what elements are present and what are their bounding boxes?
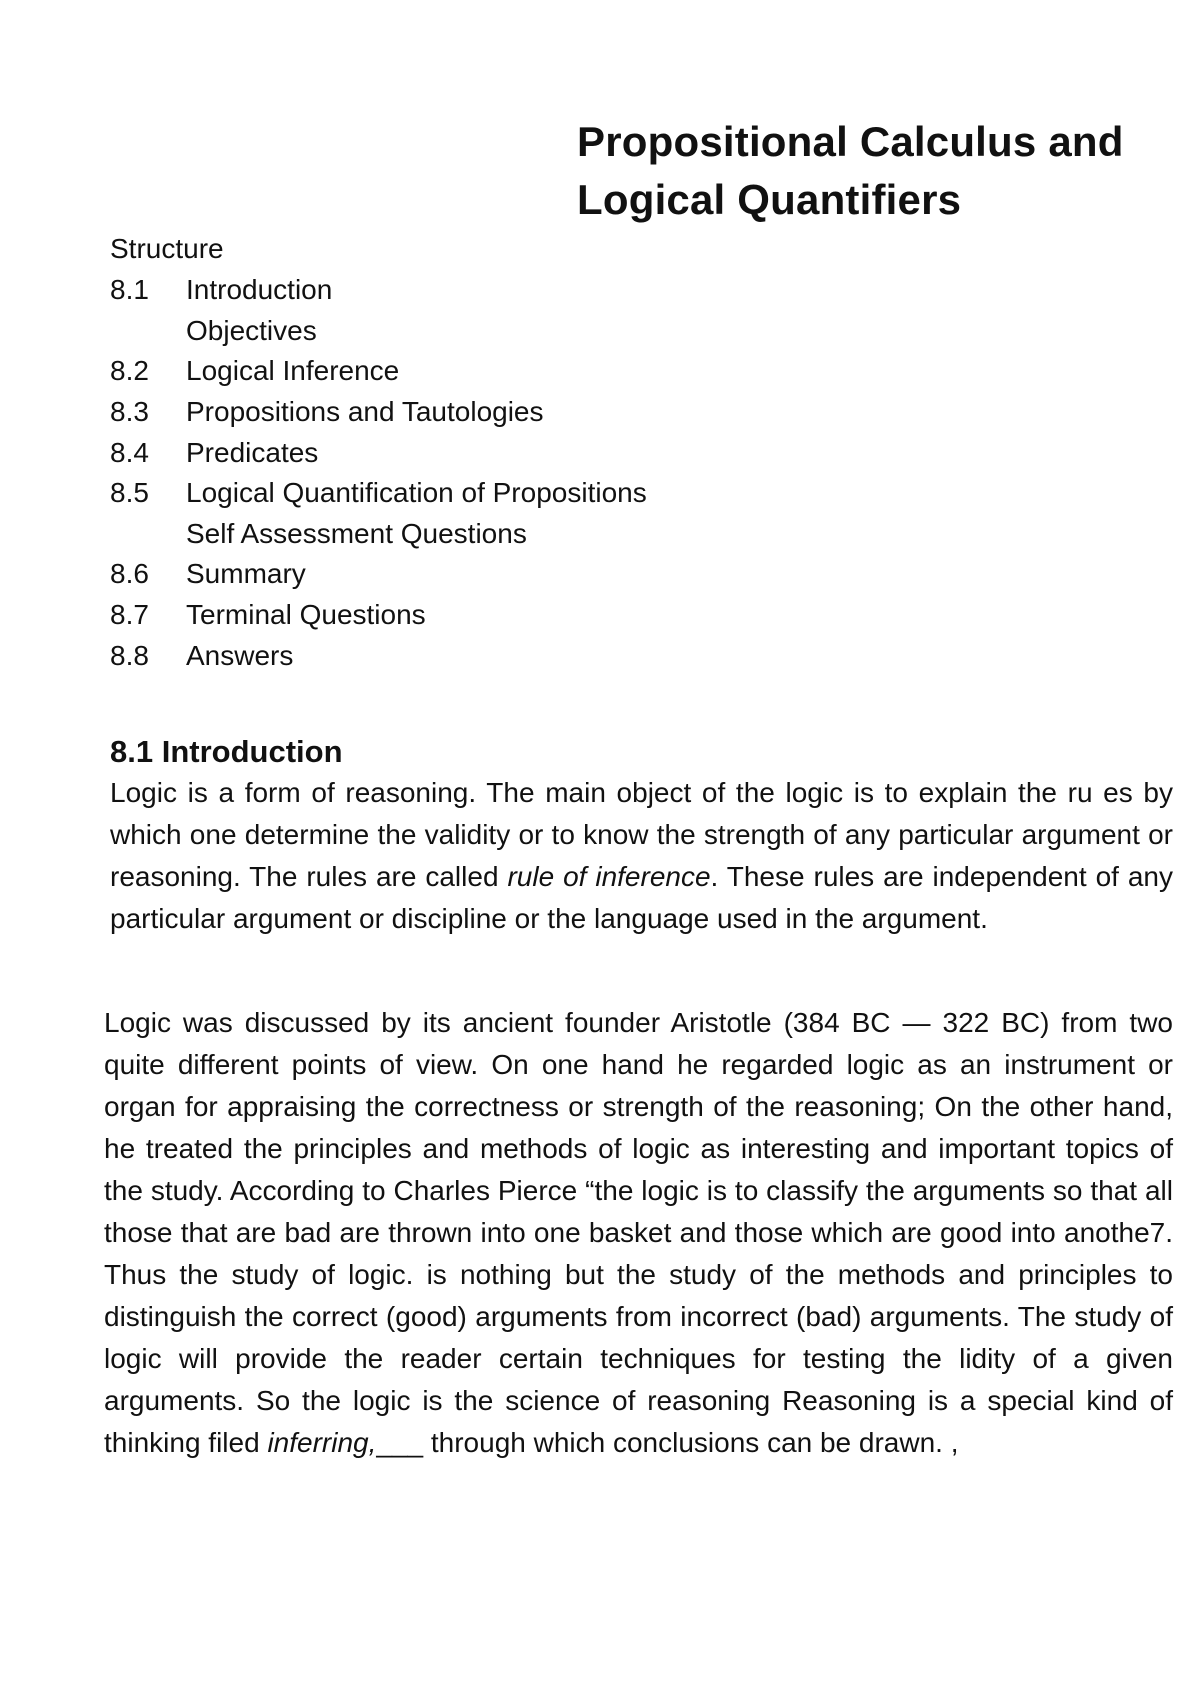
toc-label: Answers <box>186 639 294 671</box>
italic-term: rule of inference <box>507 861 711 892</box>
toc-item <box>110 635 647 676</box>
chapter-title-line-1: Propositional Calculus and <box>577 118 1124 165</box>
toc-item <box>110 432 647 473</box>
toc-number: 8.1 <box>110 274 149 306</box>
toc-item <box>110 351 647 392</box>
chapter-title-line-2: Logical Quantifiers <box>577 176 962 223</box>
toc-item <box>110 514 647 555</box>
toc-number: 8.4 <box>110 436 149 468</box>
italic-term: inferring, <box>267 1427 377 1458</box>
toc-label: Introduction <box>186 274 333 306</box>
toc-label: Propositions and Tautologies <box>186 396 544 428</box>
table-of-contents <box>110 270 647 676</box>
toc-number: 8.5 <box>110 477 149 509</box>
toc-label: Summary <box>186 558 306 590</box>
toc-label: Predicates <box>186 436 319 468</box>
toc-label: Logical Quantification of Propositions <box>186 477 647 509</box>
toc-number: 8.7 <box>110 599 149 631</box>
toc-label: Objectives <box>186 314 317 346</box>
toc-number: 8.6 <box>110 558 149 590</box>
toc-item <box>110 311 647 352</box>
structure-heading: Structure <box>110 233 224 264</box>
paragraph-text: . These rules are independent of any particular argument or discipline or the language used in the argument. <box>110 861 1174 934</box>
toc-item <box>110 473 647 514</box>
intro-paragraph-1 <box>110 772 1173 940</box>
toc-item <box>110 392 647 433</box>
paragraph-text: Logic is a form of reasoning. The main object of the logic is to explain the ru es by which one determine the validity or to know the strength of any particular argument or reasoning. The rules are called <box>110 777 1173 892</box>
toc-label: Self Assessment Questions <box>186 517 527 549</box>
toc-number: 8.3 <box>110 396 149 428</box>
chapter-title <box>577 113 1177 229</box>
toc-item <box>110 595 647 636</box>
toc-item <box>110 270 647 311</box>
paragraph-text: ___ through which conclusions can be drawn. , <box>376 1427 959 1458</box>
section-heading: 8.1 Introduction <box>110 734 343 769</box>
toc-label: Terminal Questions <box>186 599 426 631</box>
paragraph-text: Logic was discussed by its ancient founder Aristotle (384 BC — 322 BC) from two quite different points of view. On one hand he regarded logic as an instrument or organ for appraising the correctness or strength of the reasoning; On the other hand, he treated the principles and methods of logic as interesting and important topics of the study. According to Charles Pierce “the logic is to classify the arguments so that all those that are bad are thrown into one basket and those which are good into anothe7. Thus the study of logic. is nothing but the study of the methods and principles to distinguish the correct (good) arguments from incorrect (bad) arguments. The study of logic will provide the reader certain techniques for testing the lidity of a given arguments. So the logic is the science of reasoning Reasoning is a special kind of thinking filed <box>104 1007 1173 1458</box>
toc-number: 8.8 <box>110 639 149 671</box>
intro-paragraph-2 <box>104 1002 1173 1464</box>
toc-number: 8.2 <box>110 355 149 387</box>
toc-item <box>110 554 647 595</box>
toc-label: Logical Inference <box>186 355 400 387</box>
